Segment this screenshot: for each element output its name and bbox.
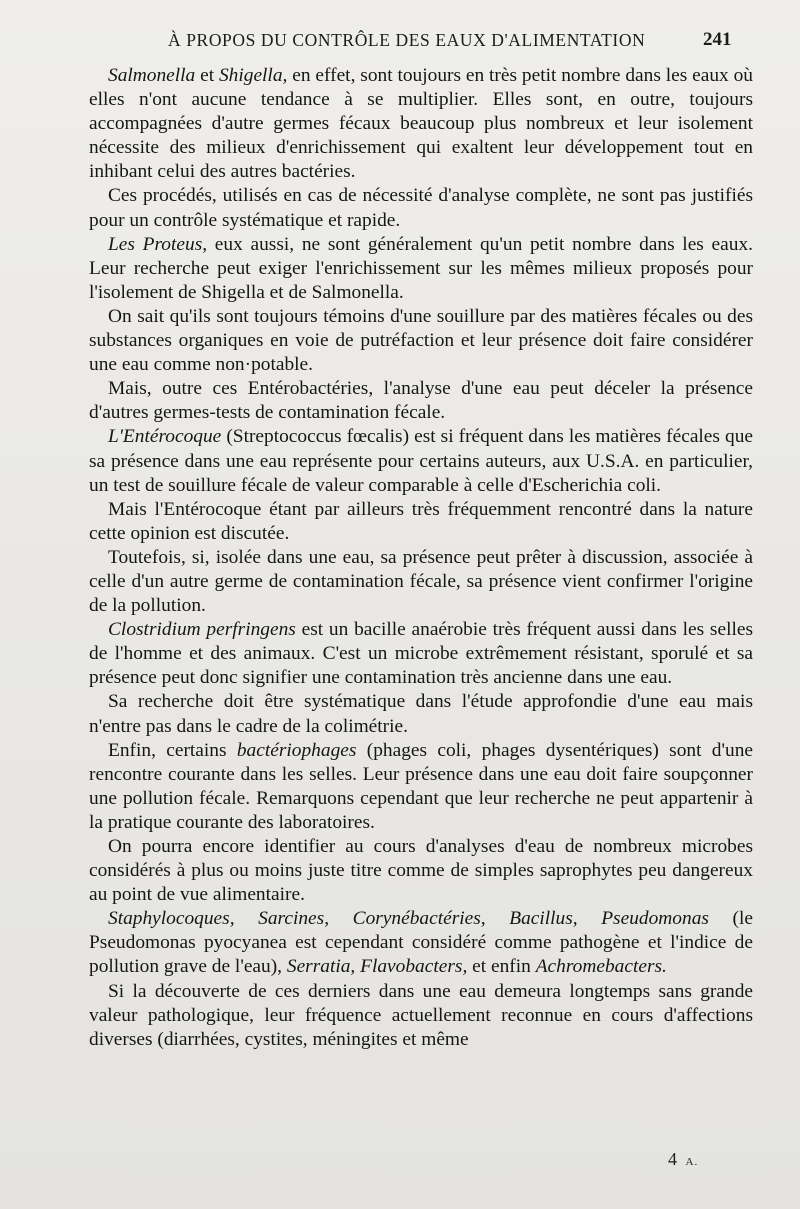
signature-mark [668, 1149, 698, 1170]
text-run: Si la découverte de ces derniers dans une eau demeura longtemps sans grande valeur pathologique, leur fréquence actuellement reconnue en cours d'affections diverses (diarrhées, cystites, méningites et même [89, 980, 753, 1050]
text-run: (Streptococcus fœcalis) est si fréquent dans les matières fécales que sa présence dans une eau représente pour certains auteurs, aux U.S.A. en particulier, un test de souillure fécale de valeur comparable à celle d'Escherichia coli. [89, 426, 753, 496]
text-run: Enfin, certains [108, 739, 237, 761]
italic-text: Les Proteus, [108, 233, 208, 255]
paragraph [89, 907, 753, 979]
text-run: Ces procédés, utilisés en cas de nécessité d'analyse complète, ne sont pas justifiés pour un contrôle systématique et rapide. [89, 185, 753, 231]
paragraph [89, 739, 753, 835]
paragraph [89, 618, 753, 690]
text-run: Mais, outre ces Entérobactéries, l'analyse d'une eau peut déceler la présence d'autres germes-tests de contamination fécale. [89, 378, 753, 424]
italic-text: L'Entérocoque [108, 426, 222, 448]
paragraph [89, 184, 753, 232]
italic-text: Staphylocoques, Sarcines, Corynébactéries, Bacillus, Pseudomonas [108, 908, 709, 930]
italic-text: Achromebacters. [535, 956, 667, 978]
text-run: eux aussi, ne sont généralement qu'un petit nombre dans les eaux. Leur recherche peut exiger l'enrichissement sur les mêmes milieux proposés pour l'isolement de Shigella et de Salmonella. [89, 233, 754, 303]
italic-text: Serratia, Flavobacters, [286, 956, 468, 978]
signature-letter: A. [685, 1156, 699, 1168]
text-run: en effet, sont toujours en très petit nombre dans les eaux où elles n'ont aucune tendance à se multiplier. Elles sont, en outre, toujours accompagnées d'autre germes fécaux beaucoup plus nombreux et leur isolement nécessite des milieux d'enrichissement qui exaltent leur développement tout en inhibant celui des autres bactéries. [89, 65, 753, 183]
signature-number: 4 [668, 1149, 679, 1169]
text-run: (phages coli, phages dysentériques) sont d'une rencontre courante dans les selles. Leur présence dans une eau doit faire soupçonner une pollution fécale. Remarquons cependant que leur recherche ne peut appartenir à la pratique courante des laboratoires. [89, 739, 753, 833]
text-run: et [195, 65, 219, 86]
text-run: Toutefois, si, isolée dans une eau, sa présence peut prêter à discussion, associée à celle d'un autre germe de contamination fécale, sa présence vient confirmer l'origine de la pollution. [89, 546, 753, 617]
text-run: On sait qu'ils sont toujours témoins d'une souillure par des matières fécales ou des substances organiques en voie de putréfaction et leur présence doit faire considérer une eau comme non·potable. [89, 305, 753, 376]
text-run: On pourra encore identifier au cours d'analyses d'eau de nombreux microbes considérés à plus ou moins juste titre comme de simples saprophytes peu dangereux au point de vue alimentaire. [89, 836, 753, 906]
page-header [0, 30, 800, 56]
body-text [89, 64, 753, 1052]
paragraph [89, 498, 753, 546]
paragraph [89, 835, 753, 907]
text-run: Sa recherche doit être systématique dans l'étude approfondie d'une eau mais n'entre pas dans le cadre de la colimétrie. [89, 691, 753, 737]
italic-text: Clostridium perfringens [108, 619, 296, 641]
page-number: 241 [703, 29, 732, 50]
paragraph [89, 425, 753, 497]
text-run: et enfin [467, 956, 536, 978]
paragraph [89, 377, 753, 425]
paragraph [89, 233, 753, 305]
italic-text: Shigella, [218, 65, 288, 86]
italic-text: bactériophages [236, 739, 357, 761]
paragraph [89, 690, 753, 738]
italic-text: Salmonella [108, 65, 196, 86]
running-head: À PROPOS DU CONTRÔLE DES EAUX D'ALIMENTATION [168, 30, 646, 50]
paragraph [89, 305, 753, 377]
paragraph [89, 980, 753, 1052]
paragraph [89, 64, 753, 184]
text-run: est un bacille anaérobie très fréquent aussi dans les selles de l'homme et des animaux. C'est un microbe extrêmement résistant, sporulé et sa présence peut donc signifier une contamination très ancienne dans une eau. [89, 619, 754, 689]
text-run: Mais l'Entérocoque étant par ailleurs très fréquemment rencontré dans la nature cette opinion est discutée. [89, 498, 753, 544]
paragraph [89, 546, 753, 618]
text-run: (le Pseudomonas pyocyanea est cependant considéré comme pathogène et l'indice de pollution grave de l'eau), [89, 908, 753, 978]
